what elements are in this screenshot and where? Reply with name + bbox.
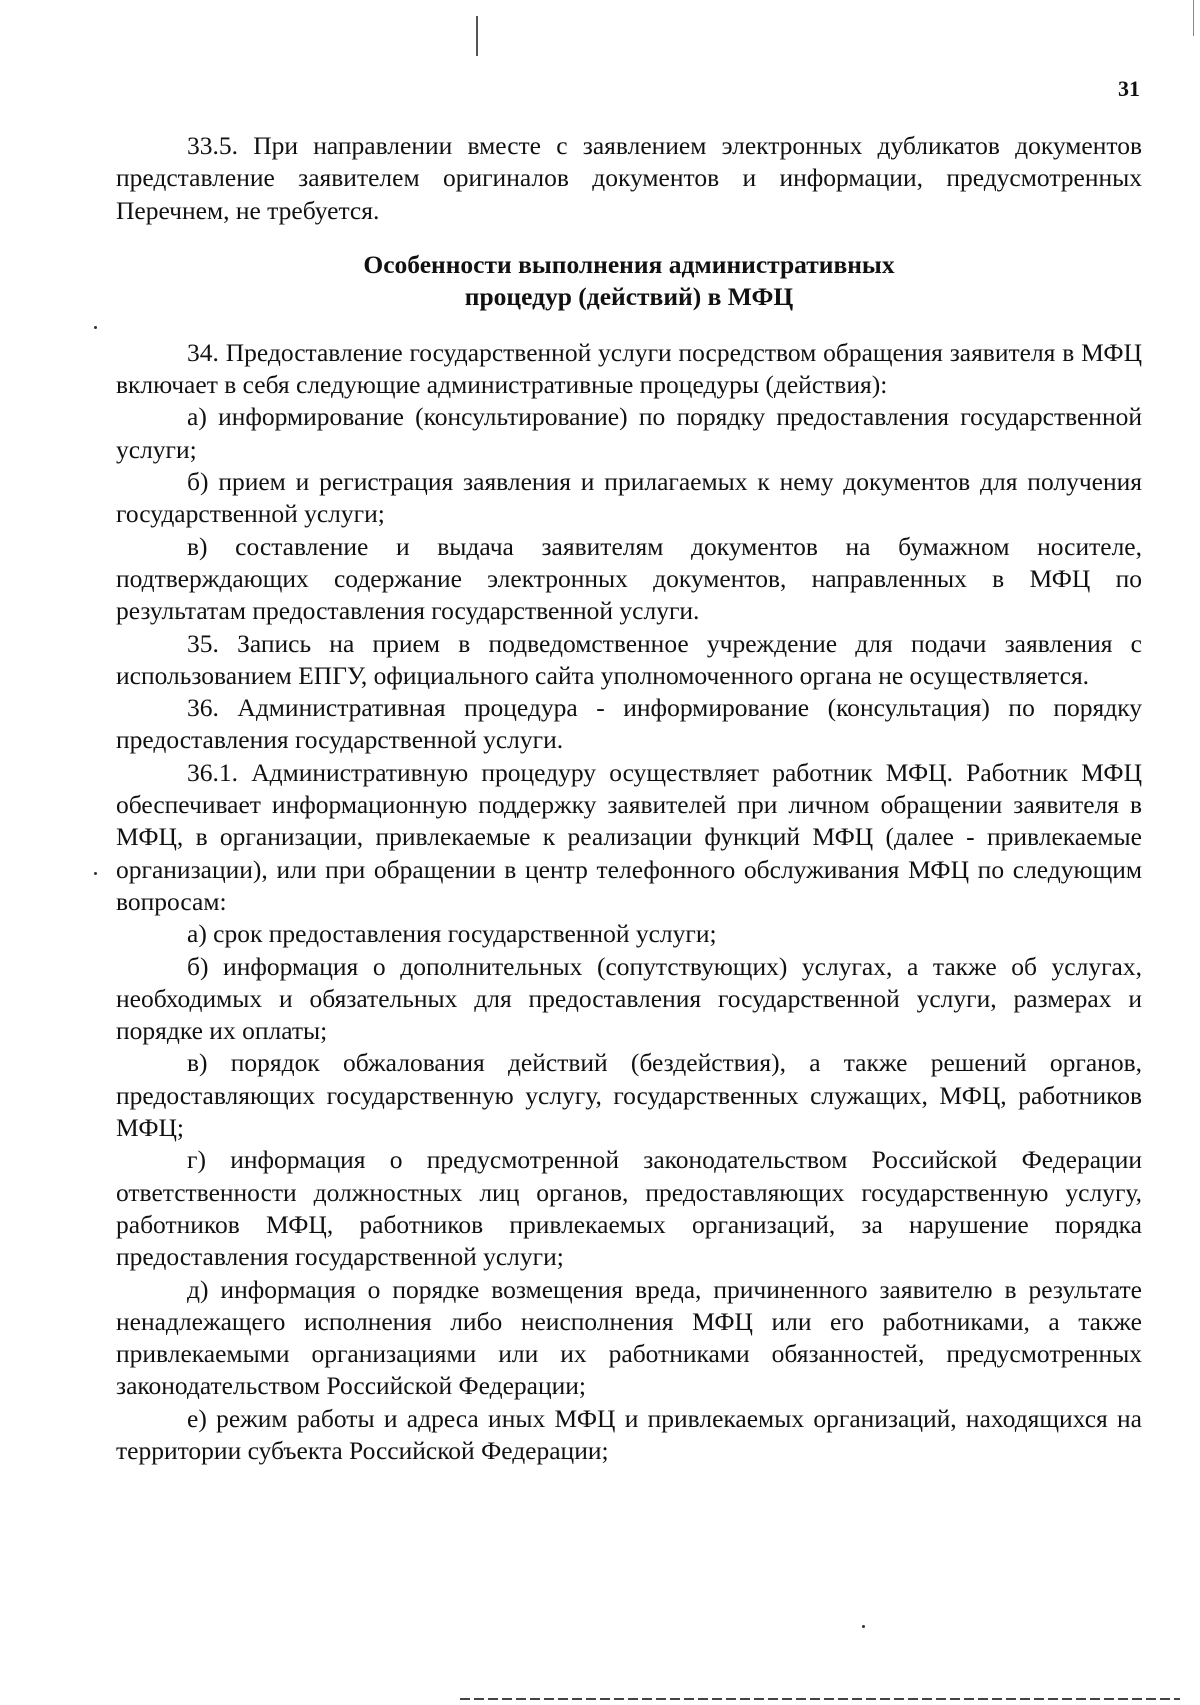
paragraph-36: 36. Административная процедура - информирование (консультация) по порядку предоставления государственной услуги. bbox=[116, 693, 1142, 755]
list-item-36-1-v: в) порядок обжалования действий (бездействия), а также решений органов, предоставляющих государственную услугу, государственных служащих, МФЦ, работников МФЦ; bbox=[116, 1048, 1142, 1143]
paragraph-35: 35. Запись на прием в подведомственное учреждение для подачи заявления с использованием ЕПГУ, официального сайта уполномоченного органа не осуществляется. bbox=[116, 628, 1142, 690]
list-item-36-1-g: г) информация о предусмотренной законодательством Российской Федерации ответственности должностных лиц органов, предоставляющих государственную услугу, работников МФЦ, работников привлекаемых организаций, за нарушение порядка предоставления государственной услуги; bbox=[116, 1145, 1142, 1272]
paragraph-34: 34. Предоставление государственной услуги посредством обращения заявителя в МФЦ включает в себя следующие административные процедуры (действия): bbox=[116, 337, 1142, 400]
list-item-34-a: а) информирование (консультирование) по порядку предоставления государственной услуги; bbox=[116, 402, 1142, 464]
list-item-36-1-a: а) срок предоставления государственной услуги; bbox=[187, 919, 717, 949]
scan-artifact-line bbox=[476, 16, 478, 56]
list-item-36-1-e: е) режим работы и адреса иных МФЦ и привлекаемых организаций, находящихся на территории субъекта Российской Федерации; bbox=[116, 1403, 1142, 1465]
scan-speck bbox=[94, 326, 97, 329]
scan-artifact-bottom-rule bbox=[460, 1698, 1180, 1700]
list-item-36-1-d: д) информация о порядке возмещения вреда, причиненного заявителю в результате ненадлежащего исполнения либо неисполнения МФЦ или его работниками, а также привлекаемыми организациями или их работниками обязанностей, предусмотренных законодательством Российской Федерации; bbox=[116, 1274, 1142, 1401]
scan-speck bbox=[862, 1625, 865, 1628]
list-item-36-1-b: б) информация о дополнительных (сопутствующих) услугах, а также об услугах, необходимых и обязательных для предоставления государственной услуги, размерах и порядке их оплаты; bbox=[116, 951, 1142, 1046]
scan-artifact-edge bbox=[1193, 0, 1194, 36]
section-heading-line-1: Особенности выполнения административных bbox=[363, 249, 895, 279]
paragraph-33-5: 33.5. При направлении вместе с заявлением электронных дубликатов документов представление заявителем оригиналов документов и информации, предусмотренных Перечнем, не требуется. bbox=[116, 131, 1142, 225]
document-body bbox=[116, 130, 1142, 1467]
paragraph-36-1: 36.1. Административную процедуру осуществляет работник МФЦ. Работник МФЦ обеспечивает информационную поддержку заявителей при личном обращении заявителя в МФЦ, в организации, привлекаемые к реализации функций МФЦ (далее - привлекаемые организации), или при обращении в центр телефонного обслуживания МФЦ по следующим вопросам: bbox=[116, 757, 1142, 916]
list-item-34-b: б) прием и регистрация заявления и прилагаемых к нему документов для получения государственной услуги; bbox=[116, 467, 1142, 529]
section-heading bbox=[116, 249, 1142, 313]
section-heading-line-2: процедур (действий) в МФЦ bbox=[464, 281, 794, 311]
page-number: 31 bbox=[1118, 76, 1140, 101]
list-item-34-v: в) составление и выдача заявителям документов на бумажном носителе, подтверждающих содержание электронных документов, направленных в МФЦ по результатам предоставления государственной услуги. bbox=[116, 531, 1142, 626]
scan-speck bbox=[94, 872, 97, 875]
